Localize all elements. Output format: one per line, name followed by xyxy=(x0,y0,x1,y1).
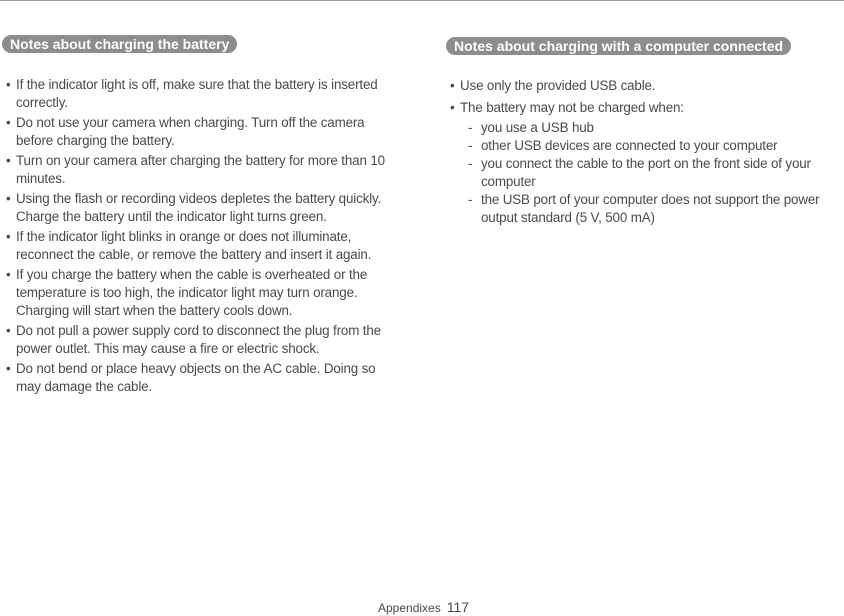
list-item: • Do not pull a power supply cord to disconnect the plug from the power outlet. This may cause a fire or electric shock. xyxy=(6,322,400,358)
computer-charging-notes-list xyxy=(450,77,844,227)
sub-list-item: - you use a USB hub xyxy=(460,119,844,137)
charging-battery-notes-list xyxy=(6,76,400,396)
section-title-charging-battery: Notes about charging the battery xyxy=(2,35,237,53)
sub-list-item: - the USB port of your computer does not support the power output standard (5 V, 500 mA) xyxy=(460,191,844,227)
right-column xyxy=(450,77,844,231)
top-rule xyxy=(0,0,844,1)
sub-list-item: - other USB devices are connected to your computer xyxy=(460,137,844,155)
sub-list xyxy=(460,119,844,227)
left-column xyxy=(6,76,400,398)
list-item: • If the indicator light is off, make sure that the battery is inserted correctly. xyxy=(6,76,400,112)
list-item xyxy=(450,99,844,227)
list-item: • Turn on your camera after charging the battery for more than 10 minutes. xyxy=(6,152,400,188)
section-title-computer-charging: Notes about charging with a computer connected xyxy=(446,37,791,55)
footer-section-label: Appendixes xyxy=(378,601,441,615)
page-footer xyxy=(378,599,469,616)
list-item xyxy=(450,77,844,95)
list-item: • Do not use your camera when charging. Turn off the camera before charging the battery. xyxy=(6,114,400,150)
list-item: • Do not bend or place heavy objects on the AC cable. Doing so may damage the cable. xyxy=(6,360,400,396)
list-item: • If the indicator light blinks in orange or does not illuminate, reconnect the cable, or remove the battery and insert it again. xyxy=(6,228,400,264)
list-item: • Using the flash or recording videos depletes the battery quickly. Charge the battery until the indicator light turns green. xyxy=(6,190,400,226)
sub-list-item: - you connect the cable to the port on the front side of your computer xyxy=(460,155,844,191)
page-number: 117 xyxy=(446,599,470,615)
list-item: • If you charge the battery when the cable is overheated or the temperature is too high, the indicator light may turn orange. Charging will start when the battery cools down. xyxy=(6,266,400,320)
list-item-text: Use only the provided USB cable. xyxy=(460,78,656,93)
list-item-text: The battery may not be charged when: xyxy=(460,100,684,115)
